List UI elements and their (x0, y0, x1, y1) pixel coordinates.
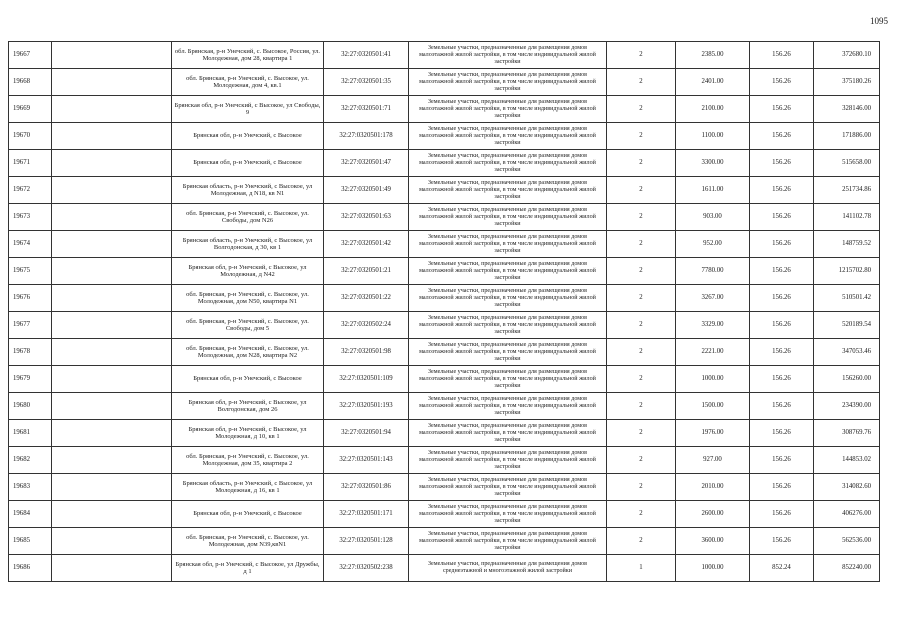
group-cell: 2 (607, 42, 676, 69)
blank-cell (52, 555, 172, 582)
cadastral-value-cell: 372680.10 (814, 42, 880, 69)
group-cell: 2 (607, 528, 676, 555)
area-cell: 7780.00 (676, 258, 750, 285)
blank-cell (52, 204, 172, 231)
area-cell: 1000.00 (676, 366, 750, 393)
group-cell: 1 (607, 555, 676, 582)
blank-cell (52, 501, 172, 528)
group-cell: 2 (607, 96, 676, 123)
cadastral-number-cell: 32:27:0320501:178 (324, 123, 409, 150)
specific-value-cell: 156.26 (750, 501, 814, 528)
address-cell: обл. Брянская, р-н Унечский, с. Высокое, ул. Молодежная, дом N28, квартира N2 (172, 339, 324, 366)
address-cell: Брянская обл, р-н Унечский, с Высокое, ул Молодежная, д N42 (172, 258, 324, 285)
area-cell: 903.00 (676, 204, 750, 231)
land-use-cell: Земельные участки, предназначенные для размещения домов малоэтажной жилой застройки, в том числе индивидуальной жилой застройки (409, 339, 607, 366)
blank-cell (52, 528, 172, 555)
group-cell: 2 (607, 474, 676, 501)
record-number-cell: 19667 (9, 42, 52, 69)
specific-value-cell: 156.26 (750, 447, 814, 474)
cadastral-value-cell: 515658.00 (814, 150, 880, 177)
cadastral-value-cell: 308769.76 (814, 420, 880, 447)
specific-value-cell: 156.26 (750, 312, 814, 339)
area-cell: 952.00 (676, 231, 750, 258)
group-cell: 2 (607, 123, 676, 150)
specific-value-cell: 156.26 (750, 42, 814, 69)
cadastral-value-cell: 510501.42 (814, 285, 880, 312)
cadastral-value-cell: 347053.46 (814, 339, 880, 366)
address-cell: обл. Брянская, р-н Унечский, с. Высокое, ул. Свободы, дом N26 (172, 204, 324, 231)
blank-cell (52, 258, 172, 285)
address-cell: обл. Брянская, р-н Унечский, с. Высокое, Россия, ул. Молодежная, дом 28, квартира 1 (172, 42, 324, 69)
land-use-cell: Земельные участки, предназначенные для размещения домов малоэтажной жилой застройки, в том числе индивидуальной жилой застройки (409, 420, 607, 447)
area-cell: 3300.00 (676, 150, 750, 177)
address-cell: Брянская обл, р-н Унечский, с Высокое, ул Дружбы, д 1 (172, 555, 324, 582)
address-cell: обл. Брянская, р-н Унечский, с. Высокое, ул. Молодежная, дом 4, кв.1 (172, 69, 324, 96)
land-use-cell: Земельные участки, предназначенные для размещения домов малоэтажной жилой застройки, в том числе индивидуальной жилой застройки (409, 96, 607, 123)
table-row (9, 528, 880, 555)
specific-value-cell: 156.26 (750, 366, 814, 393)
blank-cell (52, 312, 172, 339)
land-use-cell: Земельные участки, предназначенные для размещения домов малоэтажной жилой застройки, в том числе индивидуальной жилой застройки (409, 177, 607, 204)
group-cell: 2 (607, 312, 676, 339)
specific-value-cell: 156.26 (750, 285, 814, 312)
record-number-cell: 19671 (9, 150, 52, 177)
cadastral-value-cell: 375180.26 (814, 69, 880, 96)
land-use-cell: Земельные участки, предназначенные для размещения домов малоэтажной жилой застройки, в том числе индивидуальной жилой застройки (409, 528, 607, 555)
table-row (9, 393, 880, 420)
cadastral-number-cell: 32:27:0320501:49 (324, 177, 409, 204)
cadastral-value-cell: 251734.86 (814, 177, 880, 204)
table-row (9, 366, 880, 393)
group-cell: 2 (607, 231, 676, 258)
land-use-cell: Земельные участки, предназначенные для размещения домов малоэтажной жилой застройки, в том числе индивидуальной жилой застройки (409, 258, 607, 285)
address-cell: Брянская обл, р-н Унечский, с Высокое (172, 123, 324, 150)
cadastral-number-cell: 32:27:0320502:24 (324, 312, 409, 339)
specific-value-cell: 852.24 (750, 555, 814, 582)
land-use-cell: Земельные участки, предназначенные для размещения домов малоэтажной жилой застройки, в том числе индивидуальной жилой застройки (409, 447, 607, 474)
record-number-cell: 19670 (9, 123, 52, 150)
specific-value-cell: 156.26 (750, 123, 814, 150)
group-cell: 2 (607, 501, 676, 528)
record-number-cell: 19675 (9, 258, 52, 285)
group-cell: 2 (607, 204, 676, 231)
cadastral-number-cell: 32:27:0320501:171 (324, 501, 409, 528)
area-cell: 2010.00 (676, 474, 750, 501)
blank-cell (52, 447, 172, 474)
group-cell: 2 (607, 366, 676, 393)
address-cell: обл. Брянская, р-н Унечский, с. Высокое, ул. Молодежная, дом 35, квартира 2 (172, 447, 324, 474)
table-row (9, 555, 880, 582)
cadastral-value-cell: 148759.52 (814, 231, 880, 258)
specific-value-cell: 156.26 (750, 393, 814, 420)
cadastral-number-cell: 32:27:0320501:21 (324, 258, 409, 285)
group-cell: 2 (607, 420, 676, 447)
table-row (9, 258, 880, 285)
group-cell: 2 (607, 177, 676, 204)
blank-cell (52, 231, 172, 258)
cadastral-number-cell: 32:27:0320501:35 (324, 69, 409, 96)
address-cell: Брянская обл, р-н Унечский, с Высокое (172, 150, 324, 177)
record-number-cell: 19669 (9, 96, 52, 123)
cadastral-value-cell: 156260.00 (814, 366, 880, 393)
specific-value-cell: 156.26 (750, 339, 814, 366)
record-number-cell: 19674 (9, 231, 52, 258)
cadastral-value-cell: 171886.00 (814, 123, 880, 150)
specific-value-cell: 156.26 (750, 150, 814, 177)
cadastral-number-cell: 32:27:0320501:47 (324, 150, 409, 177)
group-cell: 2 (607, 150, 676, 177)
cadastral-value-cell: 234390.00 (814, 393, 880, 420)
blank-cell (52, 393, 172, 420)
record-number-cell: 19682 (9, 447, 52, 474)
table-row (9, 69, 880, 96)
specific-value-cell: 156.26 (750, 420, 814, 447)
cadastral-value-cell: 314082.60 (814, 474, 880, 501)
land-use-cell: Земельные участки, предназначенные для размещения домов малоэтажной жилой застройки, в том числе индивидуальной жилой застройки (409, 231, 607, 258)
cadastral-number-cell: 32:27:0320501:86 (324, 474, 409, 501)
cadastral-number-cell: 32:27:0320501:22 (324, 285, 409, 312)
record-number-cell: 19680 (9, 393, 52, 420)
land-use-cell: Земельные участки, предназначенные для размещения домов малоэтажной жилой застройки, в том числе индивидуальной жилой застройки (409, 474, 607, 501)
record-number-cell: 19686 (9, 555, 52, 582)
address-cell: Брянская область, р-н Унечский, с Высокое, ул Волгодонская, д 30, кв 1 (172, 231, 324, 258)
blank-cell (52, 474, 172, 501)
area-cell: 2221.00 (676, 339, 750, 366)
record-number-cell: 19681 (9, 420, 52, 447)
table-body (9, 42, 880, 582)
page-number: 1095 (870, 16, 888, 26)
land-use-cell: Земельные участки, предназначенные для размещения домов среднеэтажной и многоэтажной жилой застройки (409, 555, 607, 582)
cadastral-number-cell: 32:27:0320501:143 (324, 447, 409, 474)
blank-cell (52, 69, 172, 96)
record-number-cell: 19676 (9, 285, 52, 312)
specific-value-cell: 156.26 (750, 231, 814, 258)
record-number-cell: 19685 (9, 528, 52, 555)
area-cell: 2600.00 (676, 501, 750, 528)
address-cell: Брянская обл, р-н Унечский, с Высокое (172, 366, 324, 393)
cadastral-number-cell: 32:27:0320501:42 (324, 231, 409, 258)
blank-cell (52, 420, 172, 447)
area-cell: 1000.00 (676, 555, 750, 582)
cadastral-number-cell: 32:27:0320501:41 (324, 42, 409, 69)
table-row (9, 474, 880, 501)
address-cell: Брянская область, р-н Унечский, с Высокое, ул Молодежная, д 16, кв 1 (172, 474, 324, 501)
table-row (9, 285, 880, 312)
cadastral-value-cell: 852240.00 (814, 555, 880, 582)
area-cell: 927.00 (676, 447, 750, 474)
land-use-cell: Земельные участки, предназначенные для размещения домов малоэтажной жилой застройки, в том числе индивидуальной жилой застройки (409, 123, 607, 150)
cadastral-value-cell: 328146.00 (814, 96, 880, 123)
cadastral-value-cell: 144853.02 (814, 447, 880, 474)
cadastral-number-cell: 32:27:0320501:109 (324, 366, 409, 393)
area-cell: 3600.00 (676, 528, 750, 555)
group-cell: 2 (607, 69, 676, 96)
area-cell: 3329.00 (676, 312, 750, 339)
table-row (9, 96, 880, 123)
cadastral-number-cell: 32:27:0320501:98 (324, 339, 409, 366)
address-cell: Брянская обл, р-н Унечский, с Высокое (172, 501, 324, 528)
record-number-cell: 19673 (9, 204, 52, 231)
land-use-cell: Земельные участки, предназначенные для размещения домов малоэтажной жилой застройки, в том числе индивидуальной жилой застройки (409, 42, 607, 69)
cadastral-value-cell: 406276.00 (814, 501, 880, 528)
table-row (9, 150, 880, 177)
table-row (9, 231, 880, 258)
area-cell: 1100.00 (676, 123, 750, 150)
address-cell: Брянская обл, р-н Унечский, с Высокое, ул Волгодонская, дом 26 (172, 393, 324, 420)
table-row (9, 42, 880, 69)
cadastral-value-cell: 1215702.80 (814, 258, 880, 285)
cadastral-number-cell: 32:27:0320501:94 (324, 420, 409, 447)
blank-cell (52, 285, 172, 312)
specific-value-cell: 156.26 (750, 204, 814, 231)
cadastral-number-cell: 32:27:0320501:71 (324, 96, 409, 123)
blank-cell (52, 177, 172, 204)
table-row (9, 501, 880, 528)
blank-cell (52, 339, 172, 366)
table-row (9, 420, 880, 447)
specific-value-cell: 156.26 (750, 177, 814, 204)
record-number-cell: 19678 (9, 339, 52, 366)
cadastral-number-cell: 32:27:0320501:63 (324, 204, 409, 231)
blank-cell (52, 123, 172, 150)
specific-value-cell: 156.26 (750, 69, 814, 96)
land-registry-table (8, 41, 880, 582)
table-row (9, 177, 880, 204)
specific-value-cell: 156.26 (750, 528, 814, 555)
table-row (9, 312, 880, 339)
land-use-cell: Земельные участки, предназначенные для размещения домов малоэтажной жилой застройки, в том числе индивидуальной жилой застройки (409, 393, 607, 420)
cadastral-value-cell: 562536.00 (814, 528, 880, 555)
blank-cell (52, 366, 172, 393)
blank-cell (52, 150, 172, 177)
address-cell: Брянская обл, р-н Унечский, с Высокое, ул Свободы, 9 (172, 96, 324, 123)
area-cell: 1500.00 (676, 393, 750, 420)
group-cell: 2 (607, 339, 676, 366)
cadastral-number-cell: 32:27:0320502:238 (324, 555, 409, 582)
record-number-cell: 19679 (9, 366, 52, 393)
group-cell: 2 (607, 258, 676, 285)
record-number-cell: 19668 (9, 69, 52, 96)
land-use-cell: Земельные участки, предназначенные для размещения домов малоэтажной жилой застройки, в том числе индивидуальной жилой застройки (409, 285, 607, 312)
blank-cell (52, 96, 172, 123)
table-row (9, 123, 880, 150)
address-cell: обл. Брянская, р-н Унечский, с. Высокое, ул. Молодежная, дом N39,квN1 (172, 528, 324, 555)
address-cell: обл. Брянская, р-н Унечский, с. Высокое, ул. Свободы, дом 5 (172, 312, 324, 339)
table-row (9, 447, 880, 474)
land-use-cell: Земельные участки, предназначенные для размещения домов малоэтажной жилой застройки, в том числе индивидуальной жилой застройки (409, 501, 607, 528)
specific-value-cell: 156.26 (750, 474, 814, 501)
table-row (9, 339, 880, 366)
area-cell: 2401.00 (676, 69, 750, 96)
record-number-cell: 19677 (9, 312, 52, 339)
area-cell: 1611.00 (676, 177, 750, 204)
specific-value-cell: 156.26 (750, 258, 814, 285)
record-number-cell: 19684 (9, 501, 52, 528)
table-row (9, 204, 880, 231)
address-cell: Брянская обл, р-н Унечский, с Высокое, ул Молодежная, д 10, кв 1 (172, 420, 324, 447)
area-cell: 1976.00 (676, 420, 750, 447)
land-use-cell: Земельные участки, предназначенные для размещения домов малоэтажной жилой застройки, в том числе индивидуальной жилой застройки (409, 366, 607, 393)
land-use-cell: Земельные участки, предназначенные для размещения домов малоэтажной жилой застройки, в том числе индивидуальной жилой застройки (409, 150, 607, 177)
record-number-cell: 19683 (9, 474, 52, 501)
specific-value-cell: 156.26 (750, 96, 814, 123)
group-cell: 2 (607, 285, 676, 312)
blank-cell (52, 42, 172, 69)
cadastral-number-cell: 32:27:0320501:193 (324, 393, 409, 420)
record-number-cell: 19672 (9, 177, 52, 204)
area-cell: 2385.00 (676, 42, 750, 69)
land-use-cell: Земельные участки, предназначенные для размещения домов малоэтажной жилой застройки, в том числе индивидуальной жилой застройки (409, 204, 607, 231)
land-use-cell: Земельные участки, предназначенные для размещения домов малоэтажной жилой застройки, в том числе индивидуальной жилой застройки (409, 312, 607, 339)
land-use-cell: Земельные участки, предназначенные для размещения домов малоэтажной жилой застройки, в том числе индивидуальной жилой застройки (409, 69, 607, 96)
address-cell: Брянская область, р-н Унечский, с Высокое, ул Молодежная, д N18, кв N1 (172, 177, 324, 204)
group-cell: 2 (607, 447, 676, 474)
cadastral-value-cell: 141102.78 (814, 204, 880, 231)
area-cell: 2100.00 (676, 96, 750, 123)
address-cell: обл. Брянская, р-н Унечский, с. Высокое, ул. Молодежная, дом N50, квартира N1 (172, 285, 324, 312)
cadastral-value-cell: 520189.54 (814, 312, 880, 339)
area-cell: 3267.00 (676, 285, 750, 312)
group-cell: 2 (607, 393, 676, 420)
cadastral-number-cell: 32:27:0320501:128 (324, 528, 409, 555)
